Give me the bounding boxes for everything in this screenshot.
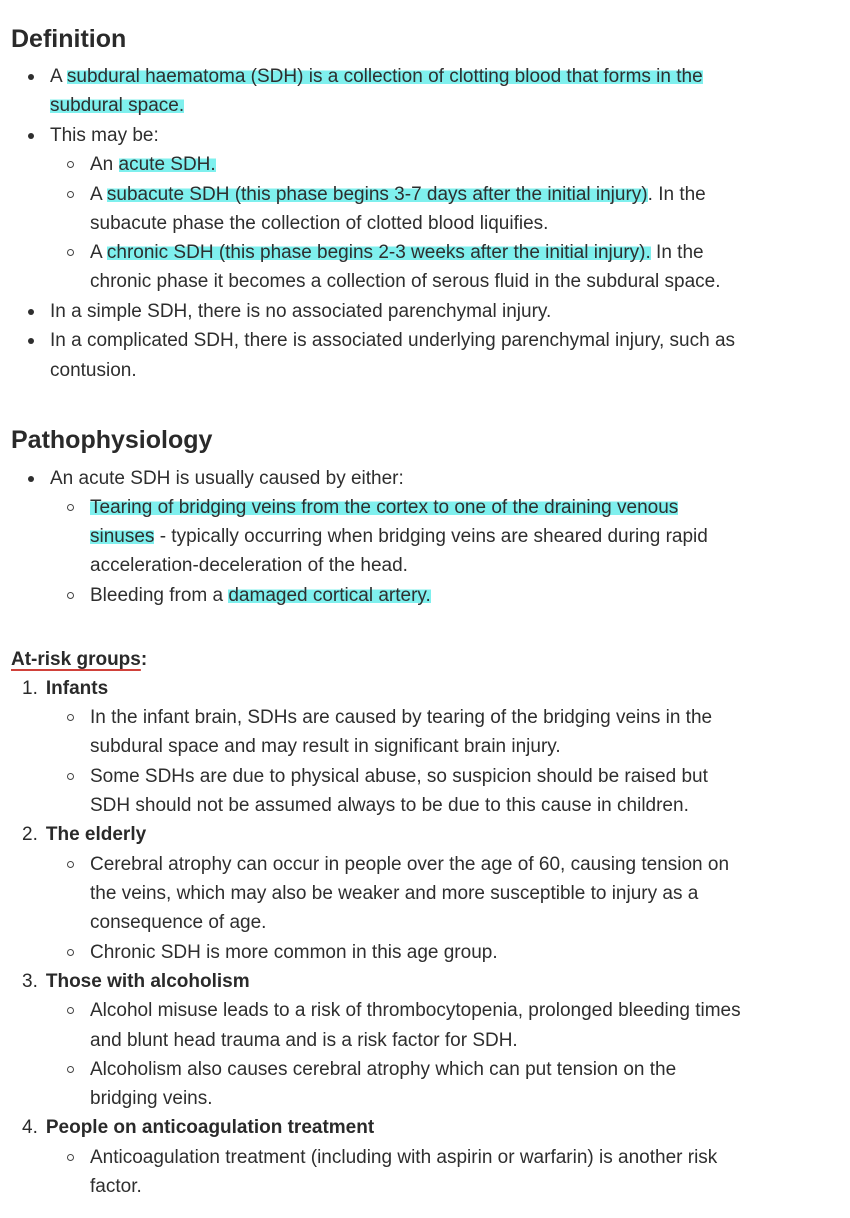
definition-sub-2: A subacute SDH (this phase begins 3-7 days after the initial injury). In the (90, 180, 706, 209)
group-2-item-1: Cerebral atrophy can occur in people over the age of 60, causing tension on (90, 850, 729, 879)
definition-sub-3: A chronic SDH (this phase begins 2-3 weeks after the initial injury). In the (90, 238, 704, 267)
patho-sub-1-cont-2: acceleration-deceleration of the head. (90, 555, 408, 576)
group-1-item-1: In the infant brain, SDHs are caused by tearing of the bridging veins in the (90, 703, 712, 732)
definition-sub-3-cont: chronic phase it becomes a collection of serous fluid in the subdural space. (90, 271, 721, 292)
definition-bullet-2: This may be: (50, 121, 159, 150)
definition-bullet-1-cont (50, 91, 184, 120)
highlight: sinuses (90, 526, 155, 547)
definition-sub-1: An acute SDH. (90, 150, 216, 179)
group-1-item-1-cont: subdural space and may result in significant brain injury. (90, 736, 561, 757)
definition-sub-2-cont: subacute phase the collection of clotted blood liquifies. (90, 213, 549, 234)
definition-bullet-4: In a complicated SDH, there is associated underlying parenchymal injury, such as (50, 326, 735, 355)
group-2-item-1-cont-2: consequence of age. (90, 912, 267, 933)
patho-bullet-1: An acute SDH is usually caused by either: (50, 464, 404, 493)
group-4-item-1-cont: factor. (90, 1176, 142, 1197)
patho-sub-2: Bleeding from a damaged cortical artery. (90, 581, 431, 610)
group-3-item-2: Alcoholism also causes cerebral atrophy which can put tension on the (90, 1055, 676, 1084)
group-4-title: 4. People on anticoagulation treatment (22, 1117, 375, 1138)
group-2-item-2: Chronic SDH is more common in this age group. (90, 938, 498, 967)
group-3-item-1: Alcohol misuse leads to a risk of thrombocytopenia, prolonged bleeding times (90, 996, 741, 1025)
highlight: subdural space. (50, 95, 185, 116)
highlight: Tearing of bridging veins from the cortex to one of the draining venous (90, 497, 679, 518)
highlight: damaged cortical artery. (228, 585, 431, 606)
group-1-title: 1. Infants (22, 678, 109, 699)
group-2-item-1-cont: the veins, which may also be weaker and more susceptible to injury as a (90, 883, 699, 904)
definition-bullet-3: In a simple SDH, there is no associated parenchymal injury. (50, 297, 551, 326)
group-4-item-1: Anticoagulation treatment (including with aspirin or warfarin) is another risk (90, 1143, 717, 1172)
highlight: subacute SDH (this phase begins 3-7 days after the initial injury) (106, 184, 648, 205)
at-risk-heading: At-risk groups: (11, 649, 148, 670)
group-2-title: 2. The elderly (22, 824, 147, 845)
definition-heading: Definition (11, 25, 127, 53)
group-3-item-1-cont: and blunt head trauma and is a risk factor for SDH. (90, 1030, 518, 1051)
patho-sub-1 (90, 493, 678, 522)
definition-bullet-4-cont: contusion. (50, 360, 137, 381)
group-3-item-2-cont: bridging veins. (90, 1088, 213, 1109)
group-1-item-2: Some SDHs are due to physical abuse, so suspicion should be raised but (90, 762, 708, 791)
definition-bullet-1: A subdural haematoma (SDH) is a collection of clotting blood that forms in the (50, 62, 703, 91)
highlight: subdural haematoma (SDH) is a collection of clotting blood that forms in the (66, 66, 703, 87)
highlight: acute SDH. (118, 154, 216, 175)
pathophysiology-heading: Pathophysiology (11, 426, 213, 454)
group-1-item-2-cont: SDH should not be assumed always to be due to this cause in children. (90, 795, 689, 816)
highlight: chronic SDH (this phase begins 2-3 weeks after the initial injury). (106, 242, 651, 263)
group-3-title: 3. Those with alcoholism (22, 971, 250, 992)
patho-sub-1-cont: sinuses - typically occurring when bridging veins are sheared during rapid (90, 526, 708, 547)
